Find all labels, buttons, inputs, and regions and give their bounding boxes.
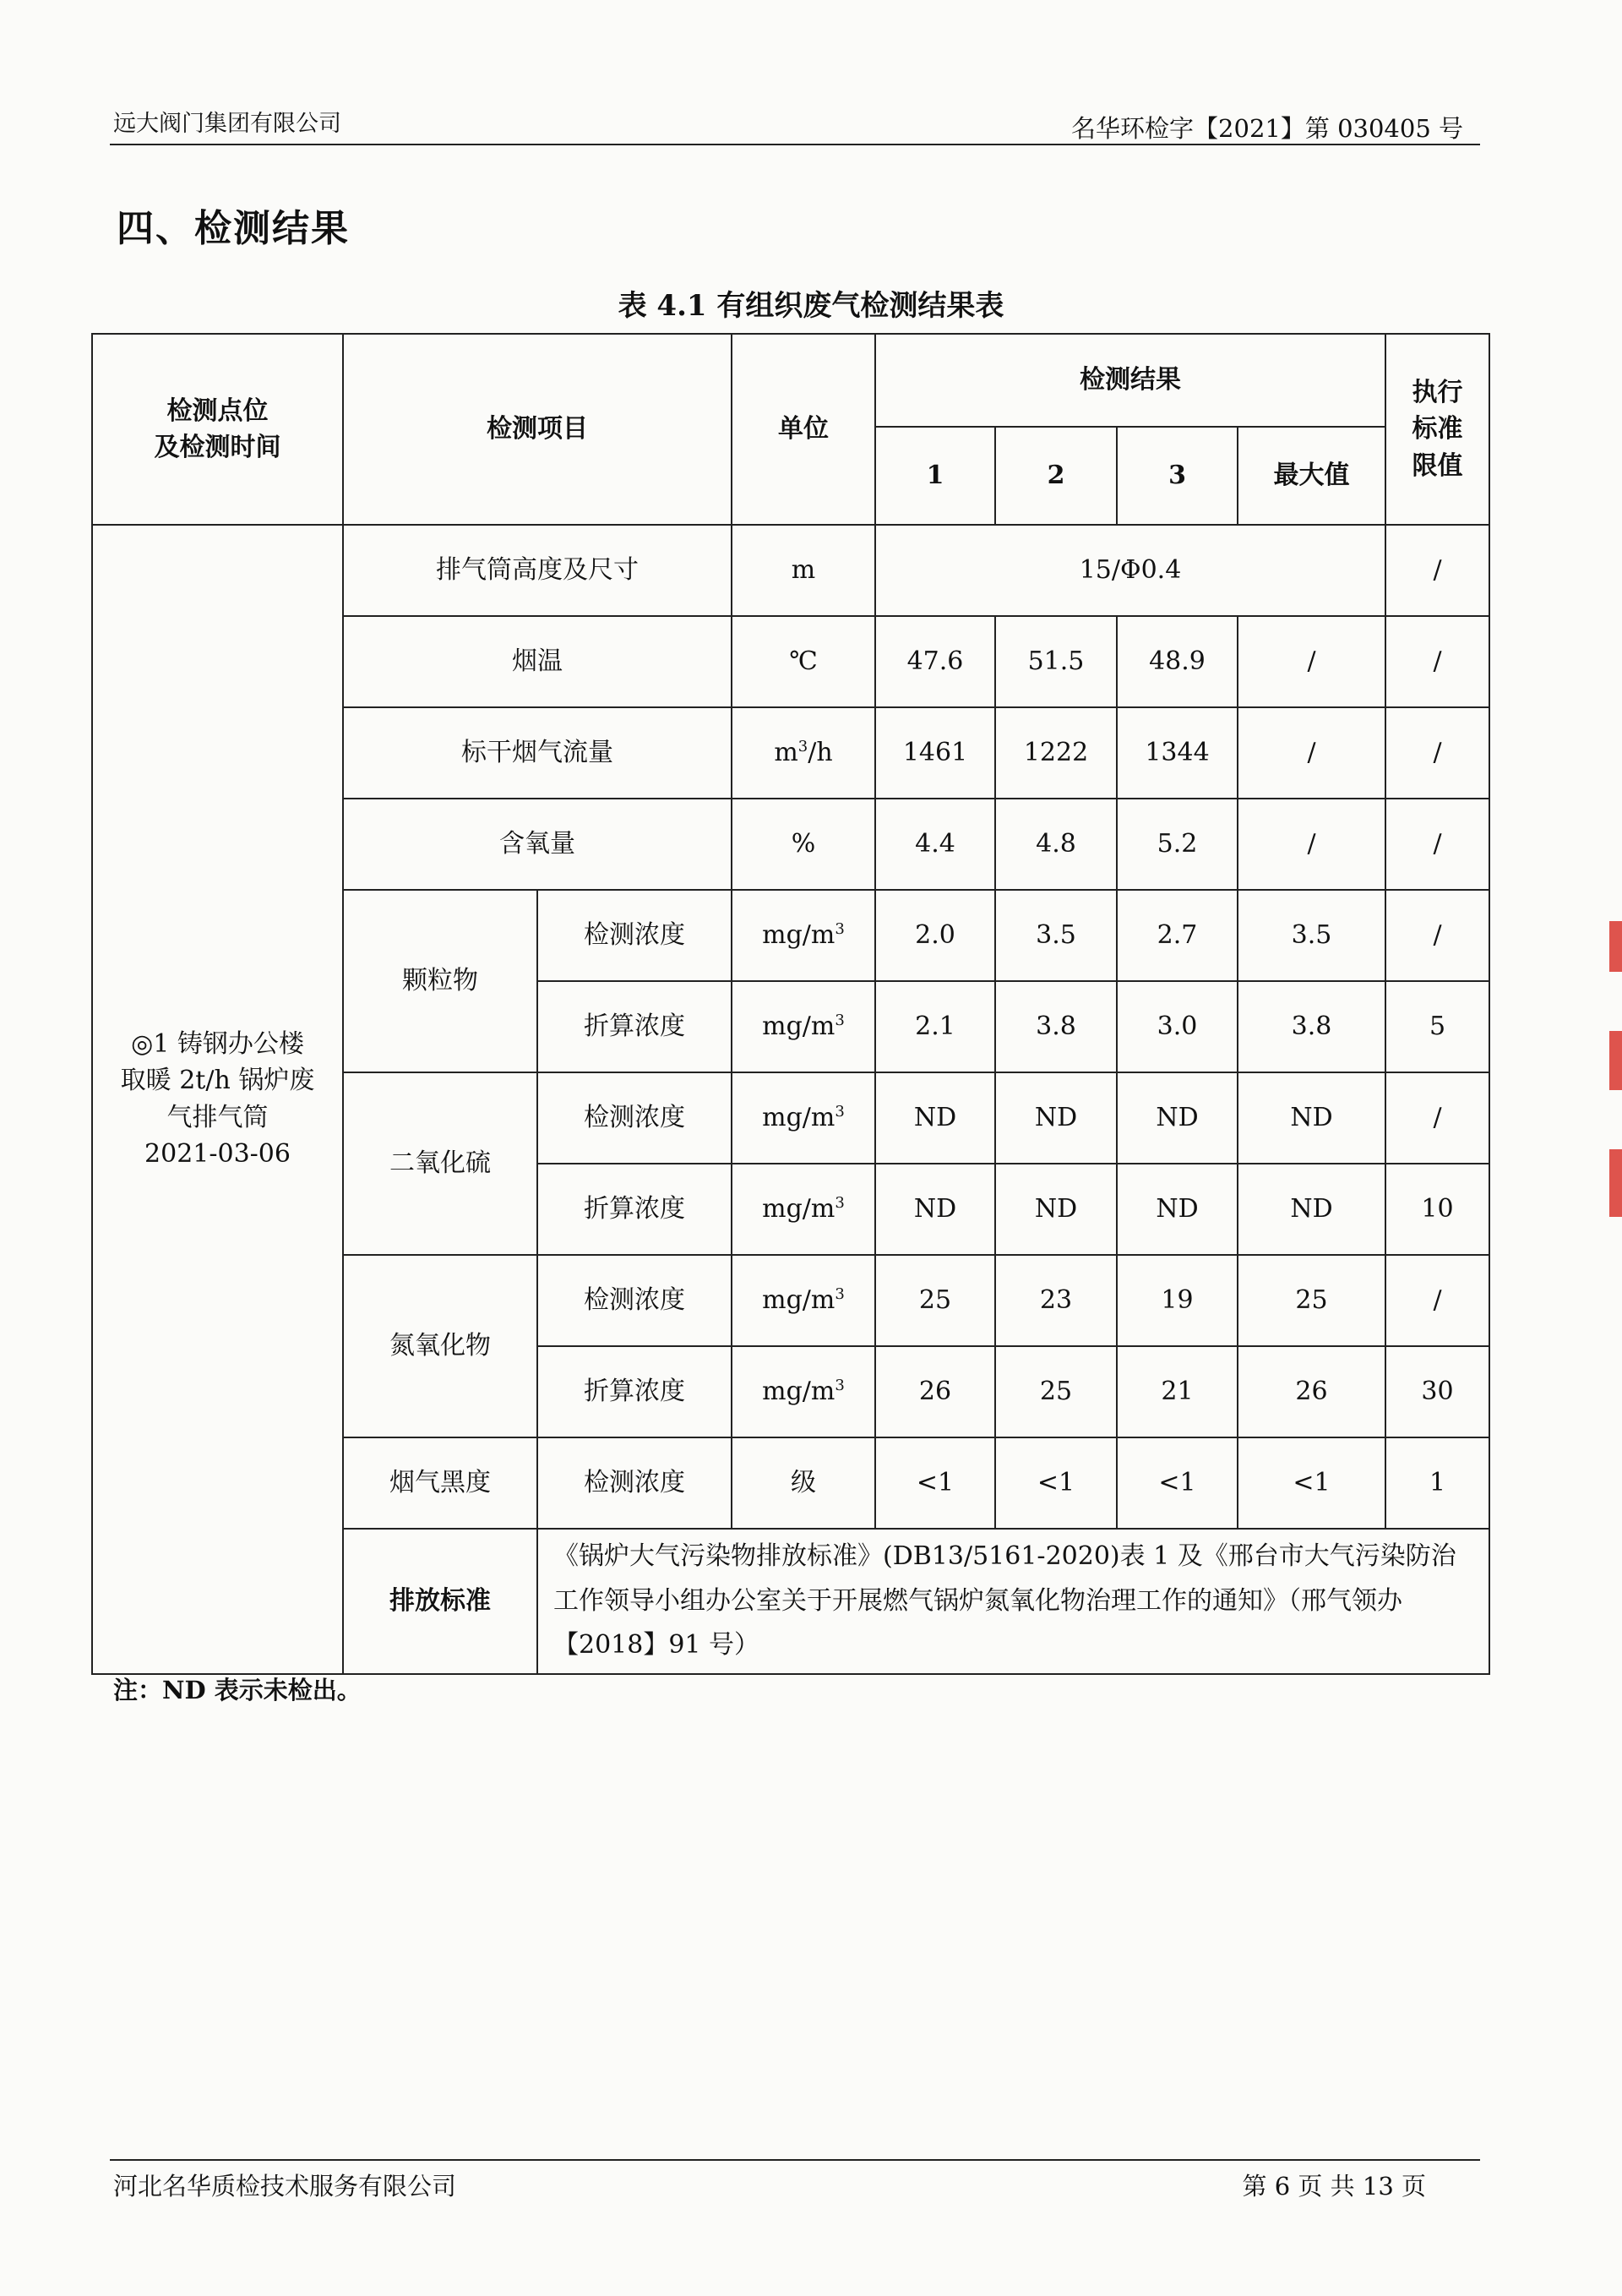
max-cell: ND (1238, 1072, 1385, 1164)
head-results: 检测结果 (875, 334, 1385, 427)
value-cell: ND (995, 1164, 1117, 1255)
table-title: 表 4.1 有组织废气检测结果表 (618, 289, 1004, 323)
value-cell: 48.9 (1117, 616, 1238, 707)
value-cell: 3.0 (1117, 981, 1238, 1072)
limit-cell: / (1385, 1255, 1489, 1346)
max-cell: ND (1238, 1164, 1385, 1255)
limit-cell: 10 (1385, 1164, 1489, 1255)
footer-company: 河北名华质检技术服务有限公司 (113, 2172, 457, 2201)
head-item: 检测项目 (343, 334, 732, 525)
header-rule (110, 144, 1480, 145)
standard-label: 排放标准 (343, 1529, 537, 1674)
unit-cell: $mg/m^3$ (732, 1346, 875, 1437)
value-cell: 1222 (995, 707, 1117, 799)
head-unit: 单位 (732, 334, 875, 525)
head-r1: 1 (875, 427, 995, 525)
value-cell: <1 (1117, 1437, 1238, 1529)
group-name-cell: 烟气黑度 (343, 1437, 537, 1529)
value-cell: 19 (1117, 1255, 1238, 1346)
value-cell: ND (875, 1072, 995, 1164)
value-cell: 4.4 (875, 799, 995, 890)
value-cell: 23 (995, 1255, 1117, 1346)
limit-cell: / (1385, 525, 1489, 616)
value-cell: 4.8 (995, 799, 1117, 890)
value-cell: 25 (995, 1346, 1117, 1437)
header-row-1 (92, 334, 1489, 427)
unit-cell: $mg/m^3$ (732, 890, 875, 981)
max-cell: / (1238, 707, 1385, 799)
item-cell: 烟温 (343, 616, 732, 707)
merged-value-cell: 15/Φ0.4 (875, 525, 1385, 616)
limit-cell: / (1385, 799, 1489, 890)
unit-cell: ℃ (732, 616, 875, 707)
unit-cell: m (732, 525, 875, 616)
value-cell: 21 (1117, 1346, 1238, 1437)
item-cell: 含氧量 (343, 799, 732, 890)
max-cell: 3.8 (1238, 981, 1385, 1072)
value-cell: 5.2 (1117, 799, 1238, 890)
item-cell: 标干烟气流量 (343, 707, 732, 799)
head-r2: 2 (995, 427, 1117, 525)
limit-cell: 1 (1385, 1437, 1489, 1529)
sub-label-cell: 检测浓度 (537, 1255, 732, 1346)
section-title: 四、检测结果 (117, 207, 350, 250)
footer-page-number: 第 6 页 共 13 页 (1242, 2172, 1426, 2201)
value-cell: 3.8 (995, 981, 1117, 1072)
sub-label-cell: 检测浓度 (537, 1072, 732, 1164)
head-max: 最大值 (1238, 427, 1385, 525)
value-cell: <1 (875, 1437, 995, 1529)
results-table (91, 333, 1490, 1675)
unit-cell: % (732, 799, 875, 890)
limit-cell: 5 (1385, 981, 1489, 1072)
max-cell: / (1238, 799, 1385, 890)
max-cell: / (1238, 616, 1385, 707)
value-cell: 2.7 (1117, 890, 1238, 981)
group-name-cell: 颗粒物 (343, 890, 537, 1072)
unit-cell: $mg/m^3$ (732, 981, 875, 1072)
value-cell: ND (1117, 1164, 1238, 1255)
value-cell: ND (995, 1072, 1117, 1164)
value-cell: ND (1117, 1072, 1238, 1164)
table-row (92, 525, 1489, 616)
value-cell: 25 (875, 1255, 995, 1346)
sub-label-cell: 折算浓度 (537, 1346, 732, 1437)
unit-cell: $mg/m^3$ (732, 1255, 875, 1346)
sub-label-cell: 检测浓度 (537, 890, 732, 981)
item-cell: 排气筒高度及尺寸 (343, 525, 732, 616)
max-cell: 26 (1238, 1346, 1385, 1437)
header-company: 远大阀门集团有限公司 (113, 111, 341, 137)
standard-text: 《锅炉大气污染物排放标准》(DB13/5161-2020)表 1 及《邢台市大气污染防治工作领导小组办公室关于开展燃气锅炉氮氧化物治理工作的通知》（邢气领办【2018】91 号） (537, 1529, 1489, 1674)
seal-edge (1609, 921, 1622, 1251)
limit-cell: 30 (1385, 1346, 1489, 1437)
head-limit: 执行 标准 限值 (1385, 334, 1489, 525)
value-cell: 3.5 (995, 890, 1117, 981)
unit-cell: $mg/m^3$ (732, 1072, 875, 1164)
value-cell: 26 (875, 1346, 995, 1437)
unit-cell: $mg/m^3$ (732, 1164, 875, 1255)
sub-label-cell: 检测浓度 (537, 1437, 732, 1529)
value-cell: 1344 (1117, 707, 1238, 799)
limit-cell: / (1385, 616, 1489, 707)
value-cell: ND (875, 1164, 995, 1255)
footnote: 注：ND 表示未检出。 (113, 1676, 362, 1704)
footer-rule (110, 2159, 1480, 2161)
sub-label-cell: 折算浓度 (537, 981, 732, 1072)
group-name-cell: 氮氧化物 (343, 1255, 537, 1437)
limit-cell: / (1385, 1072, 1489, 1164)
unit-cell: $m^3/h$ (732, 707, 875, 799)
header-report-number: 名华环检字【2021】第 030405 号 (1071, 114, 1463, 143)
head-location: 检测点位 及检测时间 (92, 334, 343, 525)
max-cell: 25 (1238, 1255, 1385, 1346)
limit-cell: / (1385, 890, 1489, 981)
head-r3: 3 (1117, 427, 1238, 525)
value-cell: 2.1 (875, 981, 995, 1072)
sub-label-cell: 折算浓度 (537, 1164, 732, 1255)
value-cell: 2.0 (875, 890, 995, 981)
location-cell: ◎1 铸钢办公楼 取暖 2t/h 锅炉废 气排气筒 2021-03-06 (92, 525, 343, 1674)
value-cell: 1461 (875, 707, 995, 799)
value-cell: 51.5 (995, 616, 1117, 707)
limit-cell: / (1385, 707, 1489, 799)
group-name-cell: 二氧化硫 (343, 1072, 537, 1255)
max-cell: <1 (1238, 1437, 1385, 1529)
unit-cell: 级 (732, 1437, 875, 1529)
max-cell: 3.5 (1238, 890, 1385, 981)
value-cell: <1 (995, 1437, 1117, 1529)
value-cell: 47.6 (875, 616, 995, 707)
